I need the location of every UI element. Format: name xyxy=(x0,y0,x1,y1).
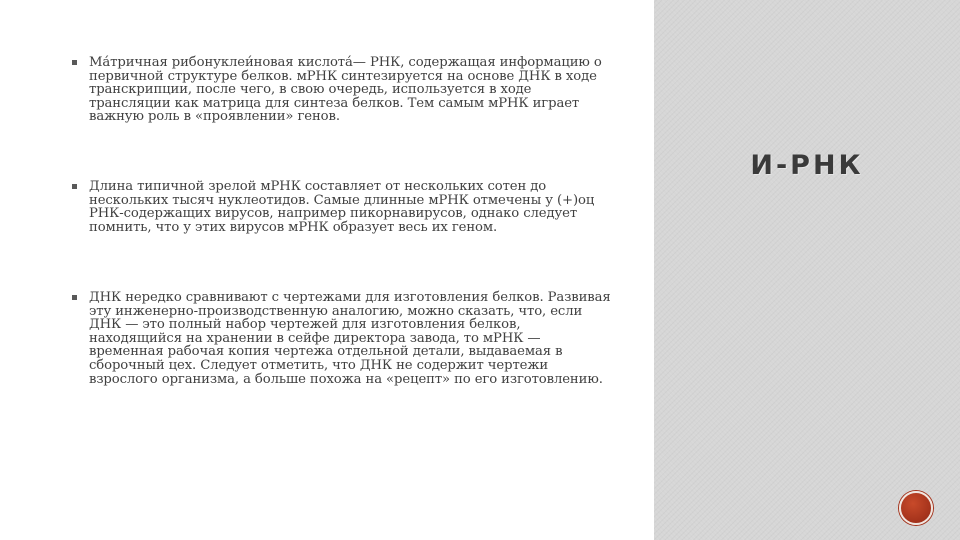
bullet-square-icon xyxy=(72,295,77,300)
bullet-square-icon xyxy=(72,184,77,189)
bullet-item-2 xyxy=(72,180,609,234)
bullet-text-3: ДНК нередко сравнивают с чертежами для изготовления белков. Развивая эту инженерно-производственную аналогию, можно сказать, что, если ДНК — это полный набор чертежей для изготовления белков, находящийся на хранении в сейфе директора завода, то мРНК — временная рабочая копия чертежа отдельной детали, выдаваемая в сборочный цех. Следует отметить, что ДНК не содержит чертежи взрослого организма, а больше похожа на «рецепт» по его изготовлению. xyxy=(89,290,611,387)
slide-title: И-РНК xyxy=(750,150,864,181)
bullet-text-1: Ма́тричная рибонуклеи́новая кислота́— РНК, содержащая информацию о первичной структуре белков. мРНК синтезируется на основе ДНК в ходе транскрипции, после чего, в свою очередь, используется в ходе трансляции как матрица для синтеза белков. Тем самым мРНК играет важную роль в «проявлении» генов. xyxy=(89,55,602,125)
bullet-square-icon xyxy=(72,60,77,65)
bullet-item-3 xyxy=(72,291,614,386)
bullet-item-1 xyxy=(72,56,609,124)
page-number-badge xyxy=(899,491,933,525)
side-panel xyxy=(654,0,960,540)
bullet-text-2: Длина типичной зрелой мРНК составляет от нескольких сотен до нескольких тысяч нуклеотидов. Самые длинные мРНК отмечены у (+)оц РНК-содержащих вирусов, например пикорнавирусов, однако следует помнить, что у этих вирусов мРНК образует весь их геном. xyxy=(89,179,595,235)
